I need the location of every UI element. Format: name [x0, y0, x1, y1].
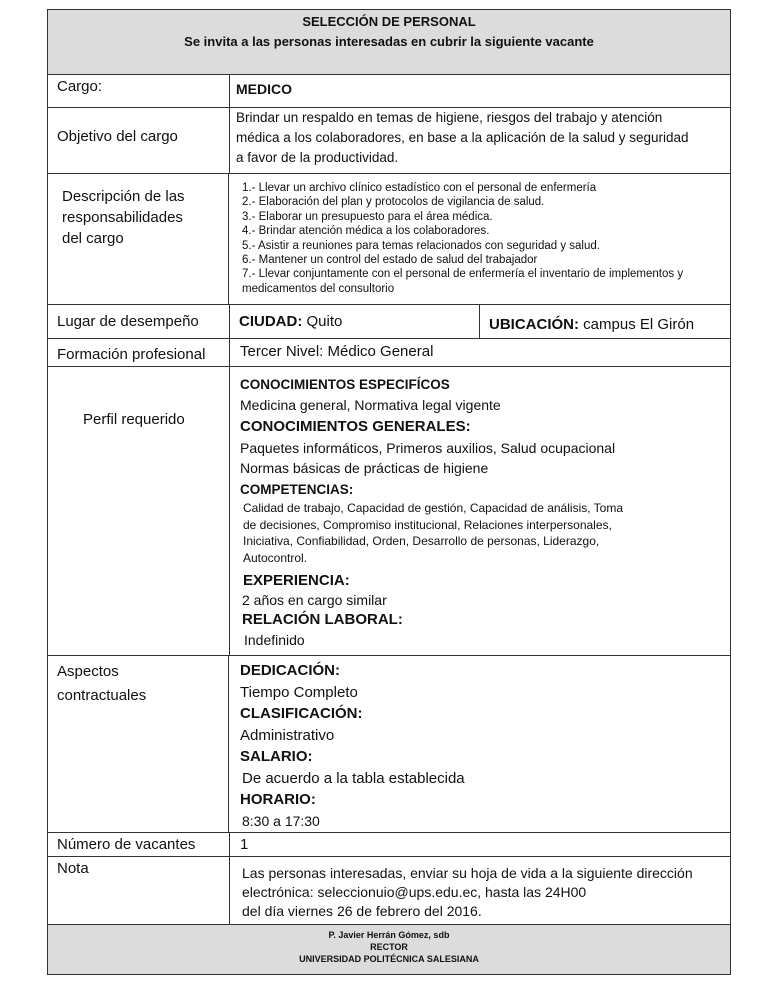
value-cargo-text: MEDICO: [236, 81, 292, 97]
responsibility-item: medicamentos del consultorio: [242, 282, 395, 295]
label-aspectos: [48, 656, 229, 832]
dedicacion-title: DEDICACIÓN:: [240, 662, 340, 679]
conocimientos-generales-title: CONOCIMIENTOS GENERALES:: [240, 418, 471, 435]
ubicacion-label: UBICACIÓN:: [489, 316, 579, 333]
value-aspectos: [230, 656, 730, 832]
row-aspectos: [48, 656, 730, 833]
label-descripcion-line: del cargo: [62, 230, 124, 247]
nota-line: electrónica: seleccionuio@ups.edu.ec, hasta las 24H00: [242, 884, 587, 900]
label-aspectos-line: Aspectos: [57, 663, 119, 680]
label-lugar-text: Lugar de desempeño: [57, 313, 199, 330]
row-objetivo: [48, 108, 730, 174]
document-subtitle: Se invita a las personas interesadas en cubrir la siguiente vacante: [184, 34, 594, 49]
label-vacantes-text: Número de vacantes: [57, 836, 196, 853]
responsibility-item: 2.- Elaboración del plan y protocolos de vigilancia de salud.: [242, 196, 545, 209]
experiencia-text: 2 años en cargo similar: [242, 592, 387, 608]
conocimientos-generales-line: Normas básicas de prácticas de higiene: [240, 460, 489, 476]
row-formacion: [48, 339, 730, 367]
value-formacion-text: Tercer Nivel: Médico General: [240, 343, 434, 360]
row-lugar: [48, 305, 730, 339]
responsibility-item: 7.- Llevar conjuntamente con el personal de enfermería el inventario de implementos y: [242, 268, 684, 281]
label-descripcion-line: Descripción de las: [62, 188, 185, 205]
label-aspectos-line: contractuales: [57, 687, 147, 704]
nota-line: del día viernes 26 de febrero del 2016.: [242, 903, 482, 919]
document-header: [48, 10, 730, 75]
responsibility-item: 1.- Llevar un archivo clínico estadístico con el personal de enfermería: [242, 182, 597, 194]
competencias-line: Autocontrol.: [243, 550, 308, 565]
label-nota-text: Nota: [57, 860, 89, 877]
experiencia-title: EXPERIENCIA:: [243, 572, 350, 589]
salario-title: SALARIO:: [240, 748, 313, 765]
signatory-role: RECTOR: [370, 942, 408, 952]
competencias-line: Iniciativa, Confiabilidad, Orden, Desarrollo de personas, Liderazgo,: [243, 534, 600, 548]
value-perfil: [230, 367, 730, 649]
competencias-line: Calidad de trabajo, Capacidad de gestión, Capacidad de análisis, Toma: [243, 501, 624, 515]
competencias-title: COMPETENCIAS:: [240, 482, 354, 497]
label-descripcion-line: responsabilidades: [62, 209, 183, 226]
label-perfil-text: Perfil requerido: [83, 411, 185, 428]
ciudad-label: CIUDAD:: [239, 313, 303, 330]
label-vacantes: [48, 833, 230, 856]
value-cargo: [230, 74, 730, 97]
row-perfil: [48, 367, 730, 656]
horario-title: HORARIO:: [240, 791, 316, 808]
row-vacantes: [48, 833, 730, 857]
document-footer: [48, 925, 730, 974]
label-descripcion: [48, 174, 229, 304]
label-formacion: [48, 339, 230, 366]
clasificacion-text: Administrativo: [240, 726, 335, 744]
vacancy-document: [47, 9, 731, 975]
label-objetivo-text: Objetivo del cargo: [57, 128, 178, 145]
label-objetivo: [48, 108, 230, 173]
competencias-text: [240, 500, 730, 566]
label-lugar: [48, 305, 230, 338]
clasificacion-title: CLASIFICACIÓN:: [240, 705, 363, 722]
ciudad-field: [239, 313, 342, 330]
institution-name: UNIVERSIDAD POLITÉCNICA SALESIANA: [299, 954, 479, 964]
salario-text: De acuerdo a la tabla establecida: [242, 769, 465, 787]
relacion-laboral-text: Indefinido: [244, 632, 305, 648]
conocimientos-especificos-title: CONOCIMIENTOS ESPECIFÍCOS: [240, 377, 450, 392]
horario-text: 8:30 a 17:30: [242, 812, 320, 829]
value-vacantes-text: 1: [240, 836, 249, 853]
ubicacion-field: [489, 316, 694, 333]
value-objetivo: [230, 108, 730, 168]
lugar-divider: [479, 305, 480, 338]
label-nota: [48, 857, 230, 924]
ubicacion-value: campus El Girón: [583, 316, 695, 333]
competencias-line: de decisiones, Compromiso institucional, Relaciones interpersonales,: [243, 517, 612, 532]
label-perfil: [48, 367, 230, 655]
value-nota: [230, 857, 730, 921]
row-nota: [48, 857, 730, 925]
value-descripcion: [230, 174, 730, 296]
value-vacantes: [230, 833, 730, 853]
row-descripcion: [48, 174, 730, 305]
objetivo-line: a favor de la productividad.: [236, 150, 399, 165]
value-formacion: [230, 339, 730, 360]
label-formacion-text: Formación profesional: [57, 346, 206, 363]
responsibility-item: 3.- Elaborar un presupuesto para el área médica.: [242, 210, 493, 223]
relacion-laboral-title: RELACIÓN LABORAL:: [242, 611, 403, 628]
label-cargo-text: Cargo:: [57, 78, 103, 95]
responsibility-item: 5.- Asistir a reuniones para temas relacionados con seguridad y salud.: [242, 239, 600, 252]
responsibility-item: 4.- Brindar atención médica a los colaboradores.: [242, 225, 490, 238]
dedicacion-text: Tiempo Completo: [240, 683, 358, 701]
label-cargo: [48, 74, 230, 107]
signatory-name: P. Javier Herrán Gómez, sdb: [328, 930, 450, 940]
responsibility-item: 6.- Mantener un control del estado de salud del trabajador: [242, 254, 538, 267]
conocimientos-especificos-text: Medicina general, Normativa legal vigente: [240, 397, 501, 413]
row-cargo: [48, 74, 730, 108]
objetivo-line: Brindar un respaldo en temas de higiene, riesgos del trabajo y atención: [236, 110, 663, 125]
objetivo-line: médica a los colaboradores, en base a la aplicación de la salud y seguridad: [236, 130, 689, 145]
nota-line: Las personas interesadas, enviar su hoja de vida a la siguiente dirección: [242, 865, 693, 881]
conocimientos-generales-line: Paquetes informáticos, Primeros auxilios, Salud ocupacional: [240, 440, 616, 456]
document-title: SELECCIÓN DE PERSONAL: [302, 14, 476, 29]
ciudad-value: Quito: [306, 313, 343, 330]
